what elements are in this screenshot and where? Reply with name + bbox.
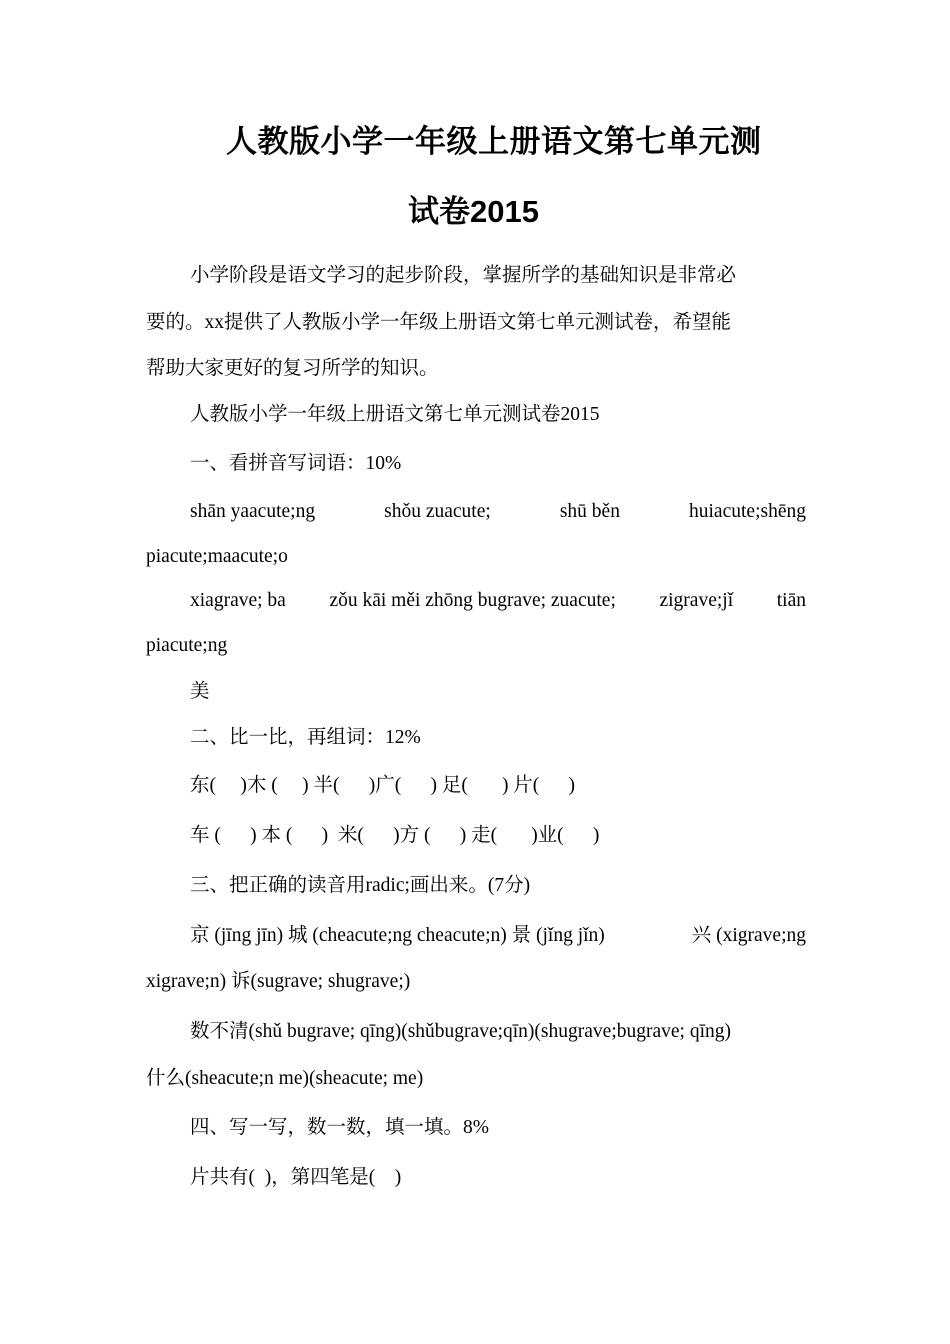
pinyin-item: zigrave;jǐ xyxy=(659,590,734,611)
intro-line-2: 要的。xx提供了人教版小学一年级上册语文第七单元测试卷，希望能 xyxy=(146,312,732,333)
section1-pinyin-row-1 xyxy=(190,502,806,522)
section3-row-1 xyxy=(190,926,806,946)
intro-line-3: 帮助大家更好的复习所学的知识。 xyxy=(146,358,439,379)
pinyin-item: shān yaacute;ng xyxy=(190,501,316,522)
section1-character: 美 xyxy=(190,681,210,702)
reading-item: 兴 (xigrave;ng xyxy=(691,925,806,946)
section4-row-1: 片共有( )，第四笔是( ) xyxy=(190,1167,402,1188)
section2-row-2: 车 ( ) 本 ( ) 米( )方 ( ) 走( )业( ) xyxy=(190,825,600,846)
section3-row-1-cont: xigrave;n) 诉(sugrave; shugrave;) xyxy=(146,971,411,992)
document-title-line-1: 人教版小学一年级上册语文第七单元测 xyxy=(226,124,762,159)
pinyin-item: tiān xyxy=(776,590,806,611)
document-title-line-2: 试卷2015 xyxy=(408,194,539,229)
pinyin-item: shǒu zuacute; xyxy=(384,501,491,522)
pinyin-item: xiagrave; ba xyxy=(190,590,286,611)
intro-line-1: 小学阶段是语文学习的起步阶段，掌握所学的基础知识是非常必 xyxy=(190,265,737,286)
section1-pinyin-row-2 xyxy=(190,591,806,611)
section2-row-1: 东( )木 ( ) 半( )广( ) 足( ) 片( ) xyxy=(190,775,576,796)
subtitle: 人教版小学一年级上册语文第七单元测试卷2015 xyxy=(190,404,600,425)
section3-row-2: 数不清(shǔ bugrave; qīng)(shǔbugrave;qīn)(shugrave;bugrave; qīng) xyxy=(190,1021,731,1042)
section2-heading: 二、比一比，再组词：12% xyxy=(190,727,421,748)
pinyin-item: shū běn xyxy=(559,501,620,522)
section1-heading: 一、看拼音写词语：10% xyxy=(190,453,402,474)
section1-pinyin-row-2-cont: piacute;ng xyxy=(146,635,228,656)
pinyin-item: huiacute;shēng xyxy=(689,501,806,522)
reading-item: 京 (jīng jīn) 城 (cheacute;ng cheacute;n) 景 (jǐng jǐn) xyxy=(190,925,605,946)
section4-heading: 四、写一写，数一数，填一填。8% xyxy=(190,1117,489,1138)
section1-pinyin-row-1-cont: piacute;maacute;o xyxy=(146,546,288,567)
pinyin-item: zǒu kāi měi zhōng bugrave; zuacute; xyxy=(329,590,616,611)
section3-row-2-cont: 什么(sheacute;n me)(sheacute; me) xyxy=(146,1068,424,1089)
section3-heading: 三、把正确的读音用radic;画出来。(7分) xyxy=(190,875,531,896)
